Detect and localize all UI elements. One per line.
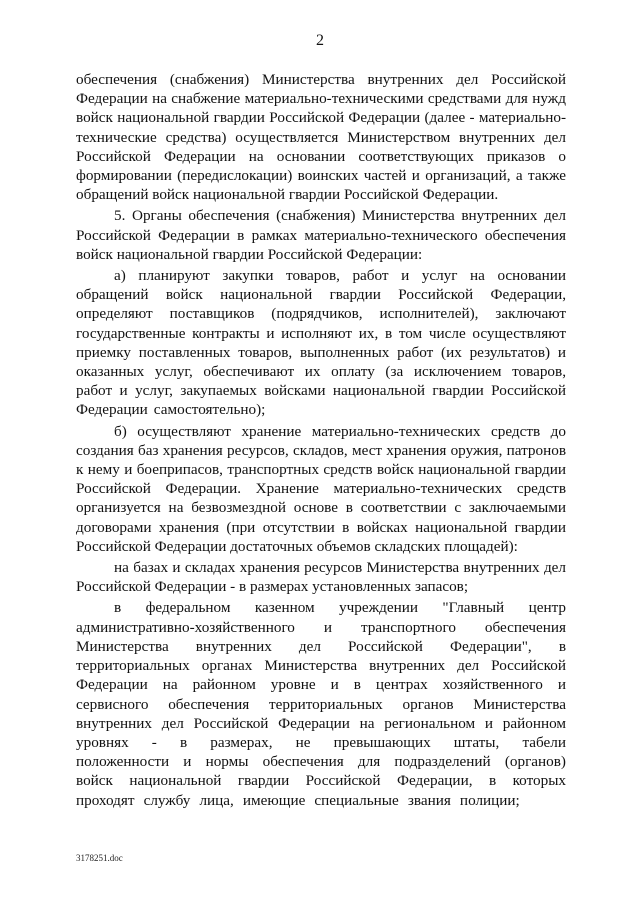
document-footer-filename: 3178251.doc [76,853,123,863]
paragraph-subitem-a: а) планируют закупки товаров, работ и услуг на основании обращений войск национальной гвардии Российской Федерации, определяют поставщиков (подрядчиков, исполнителей), заключают государственные контракты и исполняют их, в том числе осуществляют приемку поставленных товаров, выполненных работ (их результатов) и оказанных услуг, обеспечивают их оплату (за исключением товаров, работ и услуг, закупаемых войсками национальной гвардии Российской Федерации самостоятельно); [76,267,566,419]
paragraph-federal-institution: в федеральном казенном учреждении "Главный центр административно-хозяйственного и транспортного обеспечения Министерства внутренних дел Российской Федерации", в территориальных органах Министерства внутренних дел Российской Федерации на районном уровне и в центрах хозяйственного и сервисного обеспечения территориальных органов Министерства внутренних дел Российской Федерации на региональном и районном уровнях - в размерах, не превышающих штаты, табели положенности и нормы обеспечения для подразделений (органов) войск национальной гвардии Российской Федерации, в которых проходят службу лица, имеющие специальные звания полиции; [76,599,566,809]
paragraph-storage-bases: на базах и складах хранения ресурсов Министерства внутренних дел Российской Федерации - в размерах установленных запасов; [76,559,566,596]
document-body [76,70,566,812]
paragraph-item-5: 5. Органы обеспечения (снабжения) Министерства внутренних дел Российской Федерации в рамках материально-технического обеспечения войск национальной гвардии Российской Федерации: [76,207,566,263]
paragraph-continuation: обеспечения (снабжения) Министерства внутренних дел Российской Федерации на снабжение материально-техническими средствами для нужд войск национальной гвардии Российской Федерации (далее - материально-технические средства) осуществляется Министерством внутренних дел Российской Федерации на основании соответствующих приказов о формировании (передислокации) воинских частей и организаций, а также обращений войск национальной гвардии Российской Федерации. [76,71,566,204]
page-number: 2 [316,32,324,49]
paragraph-subitem-b: б) осуществляют хранение материально-технических средств до создания баз хранения ресурсов, складов, мест хранения оружия, патронов к нему и боеприпасов, транспортных средств войск национальной гвардии Российской Федерации. Хранение материально-технических средств организуется на безвозмездной основе в соответствии с заключаемыми договорами хранения (при отсутствии в войсках национальной гвардии Российской Федерации достаточных объемов складских площадей): [76,422,566,555]
